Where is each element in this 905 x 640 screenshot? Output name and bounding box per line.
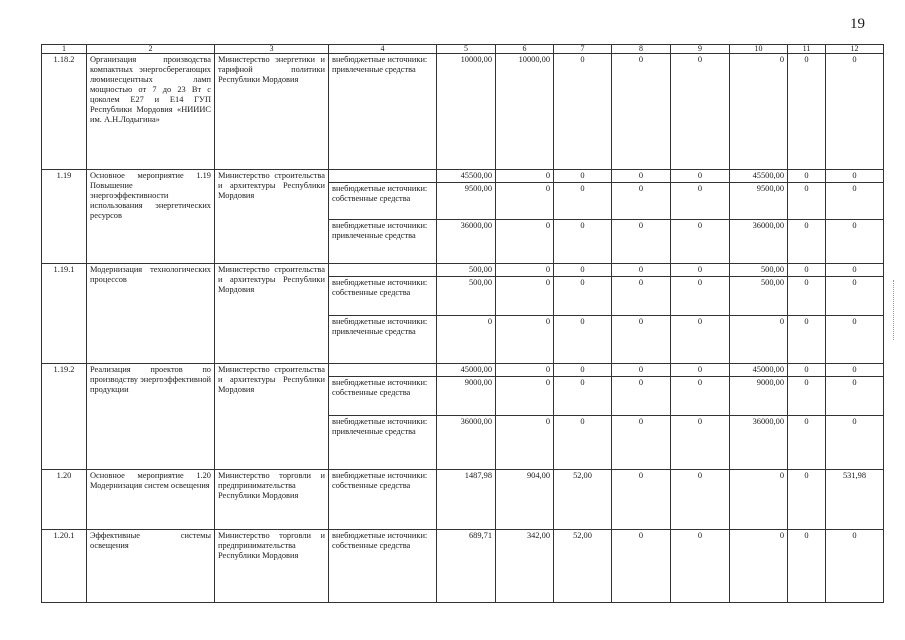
amount-cell: 0 — [437, 316, 496, 364]
amount-cell: 0 — [730, 470, 788, 530]
funding-source: внебюджетные источники: собственные средства — [329, 377, 437, 416]
amount-cell: 0 — [554, 377, 612, 416]
column-number: 6 — [496, 45, 554, 54]
measure-code: 1.19.2 — [42, 364, 87, 470]
amount-cell: 500,00 — [730, 264, 788, 277]
amount-cell: 689,71 — [437, 530, 496, 603]
column-number: 10 — [730, 45, 788, 54]
amount-cell: 0 — [612, 54, 671, 170]
amount-cell: 0 — [671, 183, 730, 220]
amount-cell: 0 — [788, 183, 826, 220]
column-number: 4 — [329, 45, 437, 54]
amount-cell: 10000,00 — [437, 54, 496, 170]
amount-cell: 0 — [612, 264, 671, 277]
measure-code: 1.20 — [42, 470, 87, 530]
table-row — [42, 364, 884, 377]
amount-cell: 0 — [554, 220, 612, 264]
amount-cell: 904,00 — [496, 470, 554, 530]
amount-cell: 0 — [788, 364, 826, 377]
amount-cell: 0 — [554, 316, 612, 364]
amount-cell: 52,00 — [554, 470, 612, 530]
column-number: 5 — [437, 45, 496, 54]
amount-cell: 0 — [612, 377, 671, 416]
funding-source — [329, 364, 437, 377]
amount-cell: 0 — [496, 316, 554, 364]
amount-cell: 0 — [612, 364, 671, 377]
amount-cell: 0 — [612, 470, 671, 530]
funding-source — [329, 170, 437, 183]
table-row — [42, 530, 884, 603]
funding-source: внебюджетные источники: собственные средства — [329, 530, 437, 603]
amount-cell: 36000,00 — [437, 220, 496, 264]
amount-cell: 0 — [671, 530, 730, 603]
table-row — [42, 264, 884, 277]
amount-cell: 0 — [554, 264, 612, 277]
amount-cell: 0 — [671, 416, 730, 470]
amount-cell: 0 — [788, 377, 826, 416]
amount-cell: 0 — [496, 220, 554, 264]
amount-cell: 0 — [788, 54, 826, 170]
amount-cell: 52,00 — [554, 530, 612, 603]
amount-cell: 500,00 — [437, 264, 496, 277]
responsible-executor: Министерство строительства и архитектуры Республики Мордовия — [215, 264, 329, 364]
funding-source: внебюджетные источники: привлеченные средства — [329, 54, 437, 170]
amount-cell: 36000,00 — [437, 416, 496, 470]
amount-cell: 0 — [496, 277, 554, 316]
amount-cell: 36000,00 — [730, 416, 788, 470]
measure-name: Основное мероприятие 1.20 Модернизация систем освещения — [87, 470, 215, 530]
amount-cell: 0 — [788, 277, 826, 316]
measure-name: Модернизация технологических процессов — [87, 264, 215, 364]
column-number: 12 — [826, 45, 884, 54]
column-number: 7 — [554, 45, 612, 54]
measure-code: 1.19.1 — [42, 264, 87, 364]
responsible-executor: Министерство строительства и архитектуры Республики Мордовия — [215, 170, 329, 264]
amount-cell: 0 — [788, 316, 826, 364]
amount-cell: 0 — [612, 277, 671, 316]
amount-cell: 45500,00 — [437, 170, 496, 183]
amount-cell: 9500,00 — [730, 183, 788, 220]
amount-cell: 9000,00 — [437, 377, 496, 416]
amount-cell: 0 — [826, 220, 884, 264]
amount-cell: 0 — [788, 470, 826, 530]
measure-name: Реализация проектов по производству энергоэффективной продукции — [87, 364, 215, 470]
amount-cell: 0 — [671, 377, 730, 416]
amount-cell: 45000,00 — [437, 364, 496, 377]
amount-cell: 0 — [612, 316, 671, 364]
amount-cell: 500,00 — [437, 277, 496, 316]
amount-cell: 0 — [730, 530, 788, 603]
responsible-executor: Министерство энергетики и тарифной политики Республики Мордовия — [215, 54, 329, 170]
amount-cell: 0 — [554, 170, 612, 183]
amount-cell: 0 — [826, 183, 884, 220]
column-number: 1 — [42, 45, 87, 54]
amount-cell: 0 — [730, 316, 788, 364]
amount-cell: 45500,00 — [730, 170, 788, 183]
amount-cell: 0 — [788, 220, 826, 264]
amount-cell: 0 — [788, 530, 826, 603]
amount-cell: 0 — [826, 377, 884, 416]
amount-cell: 45000,00 — [730, 364, 788, 377]
measure-code: 1.19 — [42, 170, 87, 264]
table-row — [42, 54, 884, 170]
amount-cell: 0 — [496, 364, 554, 377]
funding-source: внебюджетные источники: привлеченные средства — [329, 220, 437, 264]
measure-name: Организация производства компактных энергосберегающих люминесцентных ламп мощностью от 7 до 23 Вт с цоколем Е27 и Е14 ГУП Республики Мордовия «НИИИС им. А.Н.Лодыгина» — [87, 54, 215, 170]
amount-cell: 0 — [826, 364, 884, 377]
page-number: 19 — [850, 16, 865, 32]
amount-cell: 500,00 — [730, 277, 788, 316]
amount-cell: 0 — [612, 530, 671, 603]
amount-cell: 1487,98 — [437, 470, 496, 530]
column-number-row — [42, 45, 884, 54]
funding-source — [329, 264, 437, 277]
amount-cell: 0 — [788, 264, 826, 277]
measure-name: Эффективные системы освещения — [87, 530, 215, 603]
amount-cell: 0 — [554, 364, 612, 377]
responsible-executor: Министерство торговли и предпринимательства Республики Мордовия — [215, 530, 329, 603]
amount-cell: 0 — [671, 264, 730, 277]
amount-cell: 0 — [826, 277, 884, 316]
amount-cell: 0 — [496, 377, 554, 416]
amount-cell: 0 — [671, 54, 730, 170]
amount-cell: 0 — [554, 183, 612, 220]
amount-cell: 0 — [554, 54, 612, 170]
amount-cell: 0 — [612, 416, 671, 470]
amount-cell: 0 — [496, 264, 554, 277]
amount-cell: 0 — [826, 264, 884, 277]
funding-source: внебюджетные источники: собственные средства — [329, 183, 437, 220]
amount-cell: 0 — [671, 220, 730, 264]
amount-cell: 0 — [496, 416, 554, 470]
responsible-executor: Министерство торговли и предпринимательства Республики Мордовия — [215, 470, 329, 530]
amount-cell: 9500,00 — [437, 183, 496, 220]
funding-source: внебюджетные источники: собственные средства — [329, 277, 437, 316]
program-table — [41, 44, 884, 603]
amount-cell: 0 — [496, 183, 554, 220]
amount-cell: 36000,00 — [730, 220, 788, 264]
scan-edge-marks — [893, 280, 900, 340]
column-number: 11 — [788, 45, 826, 54]
amount-cell: 0 — [730, 54, 788, 170]
amount-cell: 0 — [826, 54, 884, 170]
column-number: 8 — [612, 45, 671, 54]
table-row — [42, 470, 884, 530]
amount-cell: 0 — [671, 277, 730, 316]
amount-cell: 0 — [671, 316, 730, 364]
amount-cell: 0 — [554, 416, 612, 470]
amount-cell: 0 — [826, 316, 884, 364]
amount-cell: 0 — [671, 170, 730, 183]
amount-cell: 531,98 — [826, 470, 884, 530]
amount-cell: 0 — [671, 364, 730, 377]
amount-cell: 0 — [826, 170, 884, 183]
funding-source: внебюджетные источники: собственные средства — [329, 470, 437, 530]
amount-cell: 0 — [826, 530, 884, 603]
amount-cell: 10000,00 — [496, 54, 554, 170]
amount-cell: 0 — [788, 416, 826, 470]
amount-cell: 0 — [612, 220, 671, 264]
measure-code: 1.18.2 — [42, 54, 87, 170]
table-row — [42, 170, 884, 183]
funding-source: внебюджетные источники: привлеченные средства — [329, 316, 437, 364]
column-number: 2 — [87, 45, 215, 54]
column-number: 9 — [671, 45, 730, 54]
measure-name: Основное мероприятие 1.19 Повышение энергоэффективности использования энергетических ресурсов — [87, 170, 215, 264]
amount-cell: 0 — [554, 277, 612, 316]
amount-cell: 0 — [612, 183, 671, 220]
amount-cell: 342,00 — [496, 530, 554, 603]
amount-cell: 0 — [612, 170, 671, 183]
funding-source: внебюджетные источники: привлеченные средства — [329, 416, 437, 470]
column-number: 3 — [215, 45, 329, 54]
amount-cell: 0 — [671, 470, 730, 530]
measure-code: 1.20.1 — [42, 530, 87, 603]
amount-cell: 0 — [826, 416, 884, 470]
amount-cell: 9000,00 — [730, 377, 788, 416]
amount-cell: 0 — [496, 170, 554, 183]
amount-cell: 0 — [788, 170, 826, 183]
responsible-executor: Министерство строительства и архитектуры Республики Мордовия — [215, 364, 329, 470]
